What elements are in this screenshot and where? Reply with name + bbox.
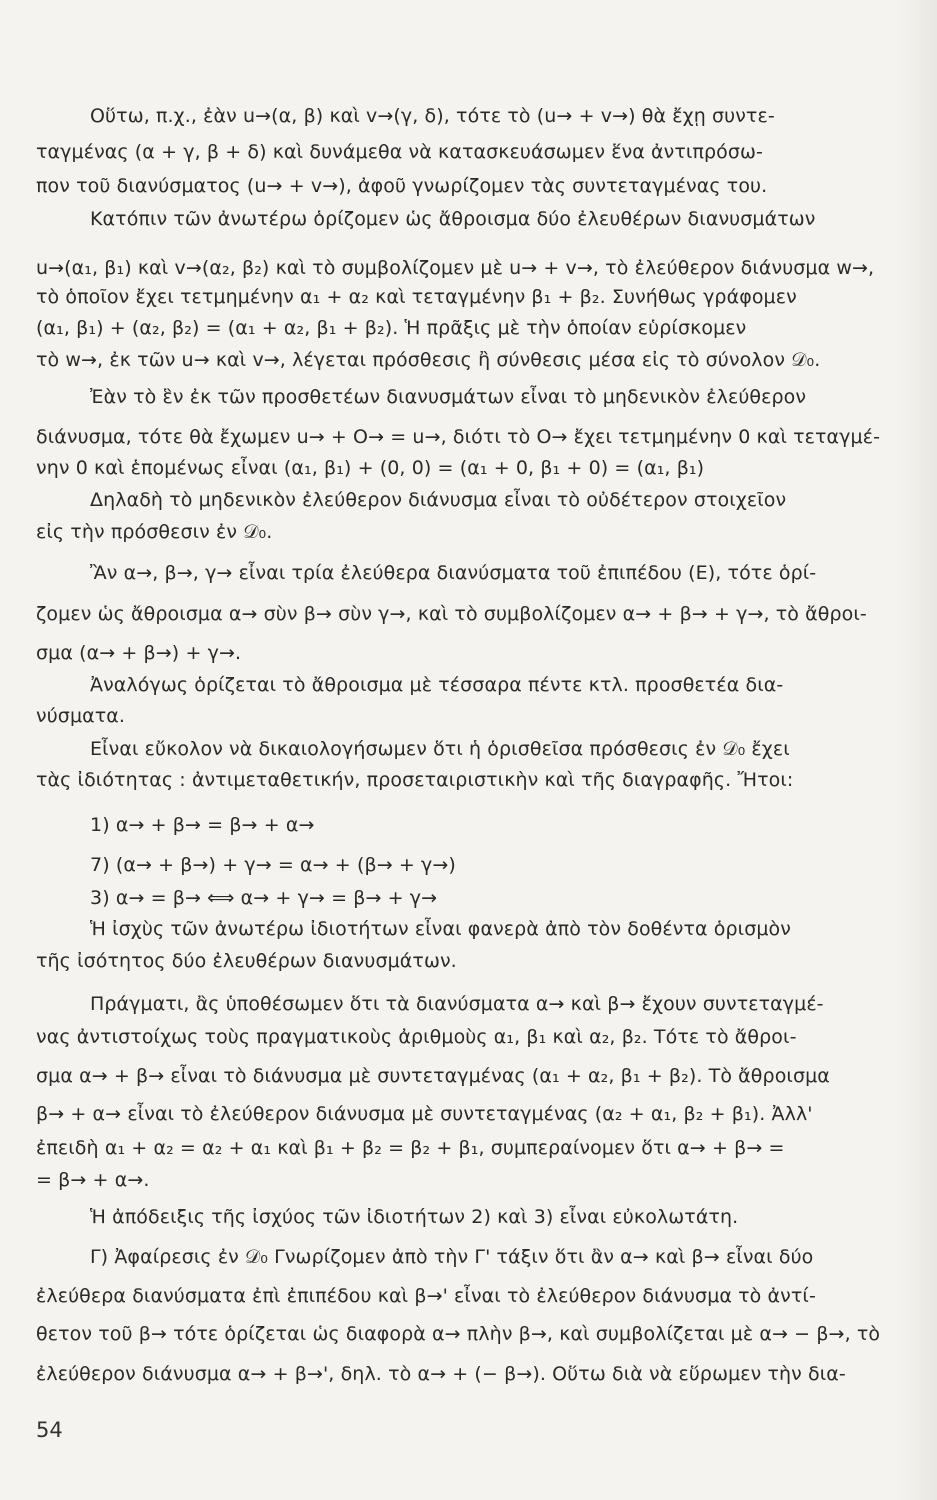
text-line: τὰς ἰδιότητας : ἀντιμεταθετικήν, προσεταιριστικὴν καὶ τῆς διαγραφῆς. Ἤτοι: xyxy=(36,769,794,791)
text-line: Οὕτω, π.χ., ἐὰν u→(α, β) καὶ v→(γ, δ), τότε τὸ (u→ + v→) θὰ ἔχῃ συντε- xyxy=(90,105,775,127)
text-line: νύσματα. xyxy=(36,705,126,727)
text-line: Κατόπιν τῶν ἀνωτέρω ὁρίζομεν ὡς ἄθροισμα δύο ἐλευθέρων διανυσμάτων xyxy=(90,208,816,230)
text-line: β→ + α→ εἶναι τὸ ἐλεύθερον διάνυσμα μὲ συντεταγμένας (α₂ + α₁, β₂ + β₁). Ἀλλ' xyxy=(36,1103,813,1125)
text-line: Ἡ ἰσχὺς τῶν ἀνωτέρω ἰδιοτήτων εἶναι φανερὰ ἀπὸ τὸν δοθέντα ὁρισμὸν xyxy=(90,918,791,940)
text-line: εἰς τὴν πρόσθεσιν ἐν 𝒟₀. xyxy=(36,521,273,543)
text-line: Ἡ ἀπόδειξις τῆς ἰσχύος τῶν ἰδιοτήτων 2) καὶ 3) εἶναι εὐκολωτάτη. xyxy=(90,1206,739,1228)
text-line: νην 0 καὶ ἑπομένως εἶναι (α₁, β₁) + (0, 0) = (α₁ + 0, β₁ + 0) = (α₁, β₁) xyxy=(36,457,705,479)
text-line: τῆς ἰσότητος δύο ἐλευθέρων διανυσμάτων. xyxy=(36,950,457,972)
text-line: τὸ w→, ἐκ τῶν u→ καὶ v→, λέγεται πρόσθεσις ἢ σύνθεσις μέσα εἰς τὸ σύνολον 𝒟₀. xyxy=(36,349,821,371)
text-line: ἐλεύθερον διάνυσμα α→ + β→', δηλ. τὸ α→ + (− β→). Οὕτω διὰ νὰ εὕρωμεν τὴν δια- xyxy=(36,1363,846,1385)
text-line: Εἶναι εὔκολον νὰ δικαιολογήσωμεν ὅτι ἡ ὁρισθεῖσα πρόσθεσις ἐν 𝒟₀ ἔχει xyxy=(90,738,790,760)
text-line: ζομεν ὡς ἄθροισμα α→ σὺν β→ σὺν γ→, καὶ τὸ συμβολίζομεν α→ + β→ + γ→, τὸ ἄθροι- xyxy=(36,603,867,625)
equation-line: 1) α→ + β→ = β→ + α→ xyxy=(90,814,315,836)
text-line: σμα (α→ + β→) + γ→. xyxy=(36,642,242,664)
text-line: ταγμένας (α + γ, β + δ) καὶ δυνάμεθα νὰ κατασκευάσωμεν ἕνα ἀντιπρόσω- xyxy=(36,141,763,163)
text-line: σμα α→ + β→ εἶναι τὸ διάνυσμα μὲ συντεταγμένας (α₁ + α₂, β₁ + β₂). Τὸ ἄθροισμα xyxy=(36,1065,830,1087)
text-line: Πράγματι, ἂς ὑποθέσωμεν ὅτι τὰ διανύσματα α→ καὶ β→ ἔχουν συντεταγμέ- xyxy=(90,993,824,1015)
text-line: νας ἀντιστοίχως τοὺς πραγματικοὺς ἀριθμοὺς α₁, β₁ καὶ α₂, β₂. Τότε τὸ ἄθροι- xyxy=(36,1026,797,1048)
text-line: Δηλαδὴ τὸ μηδενικὸν ἐλεύθερον διάνυσμα εἶναι τὸ οὐδέτερον στοιχεῖον xyxy=(90,489,787,511)
text-line: Ἂν α→, β→, γ→ εἶναι τρία ἐλεύθερα διανύσματα τοῦ ἐπιπέδου (Ε), τότε ὁρί- xyxy=(90,562,817,584)
section-heading-line: Γ) Ἀφαίρεσις ἐν 𝒟₀ Γνωρίζομεν ἀπὸ τὴν Γ' τάξιν ὅτι ἂν α→ καὶ β→ εἶναι δύο xyxy=(90,1246,814,1268)
text-line: u→(α₁, β₁) καὶ v→(α₂, β₂) καὶ τὸ συμβολίζομεν μὲ u→ + v→, τὸ ἐλεύθερον διάνυσμα w→, xyxy=(36,257,875,279)
text-line: πον τοῦ διανύσματος (u→ + v→), ἀφοῦ γνωρίζομεν τὰς συντεταγμένας του. xyxy=(36,175,768,197)
text-line: ἐλεύθερα διανύσματα ἐπὶ ἐπιπέδου καὶ β→' εἶναι τὸ ἐλεύθερον διάνυσμα τὸ ἀντί- xyxy=(36,1285,816,1307)
equation-line: 3) α→ = β→ ⟺ α→ + γ→ = β→ + γ→ xyxy=(90,887,438,909)
text-line: Ἐὰν τὸ ἓν ἐκ τῶν προσθετέων διανυσμάτων εἶναι τὸ μηδενικὸν ἐλεύθερον xyxy=(90,386,807,408)
equation-line: 7) (α→ + β→) + γ→ = α→ + (β→ + γ→) xyxy=(90,854,456,876)
text-line: (α₁, β₁) + (α₂, β₂) = (α₁ + α₂, β₁ + β₂). Ἡ πρᾶξις μὲ τὴν ὁποίαν εὑρίσκομεν xyxy=(36,317,747,339)
text-line: θετον τοῦ β→ τότε ὁρίζεται ὡς διαφορὰ α→ πλὴν β→, καὶ συμβολίζεται μὲ α→ − β→, τὸ xyxy=(36,1323,881,1345)
page-edge-shadow xyxy=(897,0,937,1500)
text-line: = β→ + α→. xyxy=(36,1169,150,1191)
text-line: διάνυσμα, τότε θὰ ἔχωμεν u→ + O→ = u→, διότι τὸ O→ ἔχει τετμημένην 0 καὶ τεταγμέ- xyxy=(36,426,881,448)
page-number: 54 xyxy=(36,1418,63,1442)
text-line: τὸ ὁποῖον ἔχει τετμημένην α₁ + α₂ καὶ τεταγμένην β₁ + β₂. Συνήθως γράφομεν xyxy=(36,286,797,308)
text-line: ἐπειδὴ α₁ + α₂ = α₂ + α₁ καὶ β₁ + β₂ = β₂ + β₁, συμπεραίνομεν ὅτι α→ + β→ = xyxy=(36,1137,785,1159)
text-line: Ἀναλόγως ὁρίζεται τὸ ἄθροισμα μὲ τέσσαρα πέντε κτλ. προσθετέα δια- xyxy=(90,674,784,696)
